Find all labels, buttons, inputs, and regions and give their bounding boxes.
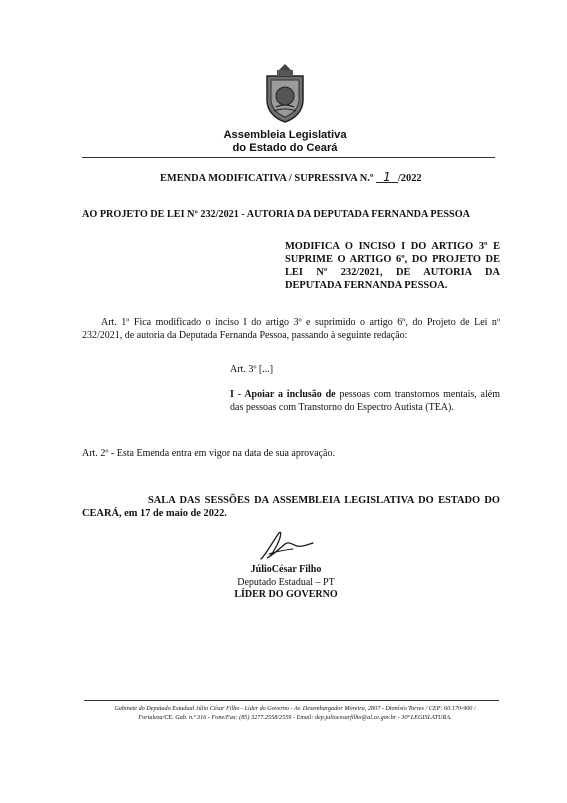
header-divider [82, 157, 495, 158]
signer-block [200, 564, 372, 602]
institution-name [160, 129, 410, 155]
footer-address [86, 704, 504, 722]
footer-line-2: Fortaleza/CE. Gab. n.º 316 - Fone/Fax: (85) 3277.2558/2559 - Email: dep.juliocesarfilho@al.ce.gov.br - 30ª LEGISLATURA. [138, 714, 452, 721]
coat-of-arms-emblem [262, 62, 308, 124]
footer-line-1: Gabinete do Deputado Estadual Júlio César Filho - Líder do Governo - Av. Desembargador Moreira, 2807 - Dionísio Torres / CEP: 60.170-900 / [114, 705, 476, 712]
handwritten-signature [255, 527, 317, 563]
footer-divider [84, 700, 499, 701]
closing-statement: SALA DAS SESSÕES DA ASSEMBLEIA LEGISLATIVA DO ESTADO DO CEARÁ, em 17 de maio de 2022. [82, 495, 500, 520]
amendment-title-prefix: EMENDA MODIFICATIVA / SUPRESSIVA N.º [160, 173, 374, 184]
signer-role: Deputado Estadual – PT [237, 576, 335, 588]
inciso-i-rest: pessoas com transtornos mentais, além das pessoas com Transtorno do Espectro Autista (TEA). [230, 389, 500, 413]
ementa-summary: MODIFICA O INCISO I DO ARTIGO 3º E SUPRIME O ARTIGO 6º, DO PROJETO DE LEI Nº 232/2021, DE AUTORIA DA DEPUTADA FERNANDA PESSOA. [285, 241, 500, 291]
article-3-reference: Art. 3º [...] [230, 364, 274, 375]
article-1-text: Art. 1º Fica modificado o inciso I do artigo 3º e suprimido o artigo 6º, do Projeto de Lei nº 232/2021, de autoria da Deputada Fernanda Pessoa, passando à seguinte redação: [82, 317, 500, 341]
amendment-year: /2022 [397, 173, 422, 184]
project-reference: AO PROJETO DE LEI Nº 232/2021 - AUTORIA DA DEPUTADA FERNANDA PESSOA [82, 209, 470, 220]
institution-line-2: do Estado do Ceará [232, 142, 338, 154]
institution-line-1: Assembleia Legislativa [223, 129, 347, 141]
amendment-title [160, 172, 422, 184]
signer-name: JúlioCésar Filho [250, 564, 322, 575]
signer-title: LÍDER DO GOVERNO [234, 589, 338, 601]
inciso-i-bold: I - Apoiar a inclusão de [230, 389, 336, 400]
inciso-i-text [230, 389, 500, 414]
article-2-text: Art. 2º - Esta Emenda entra em vigor na data de sua aprovação. [82, 448, 335, 459]
amendment-number: 1 [376, 172, 398, 183]
